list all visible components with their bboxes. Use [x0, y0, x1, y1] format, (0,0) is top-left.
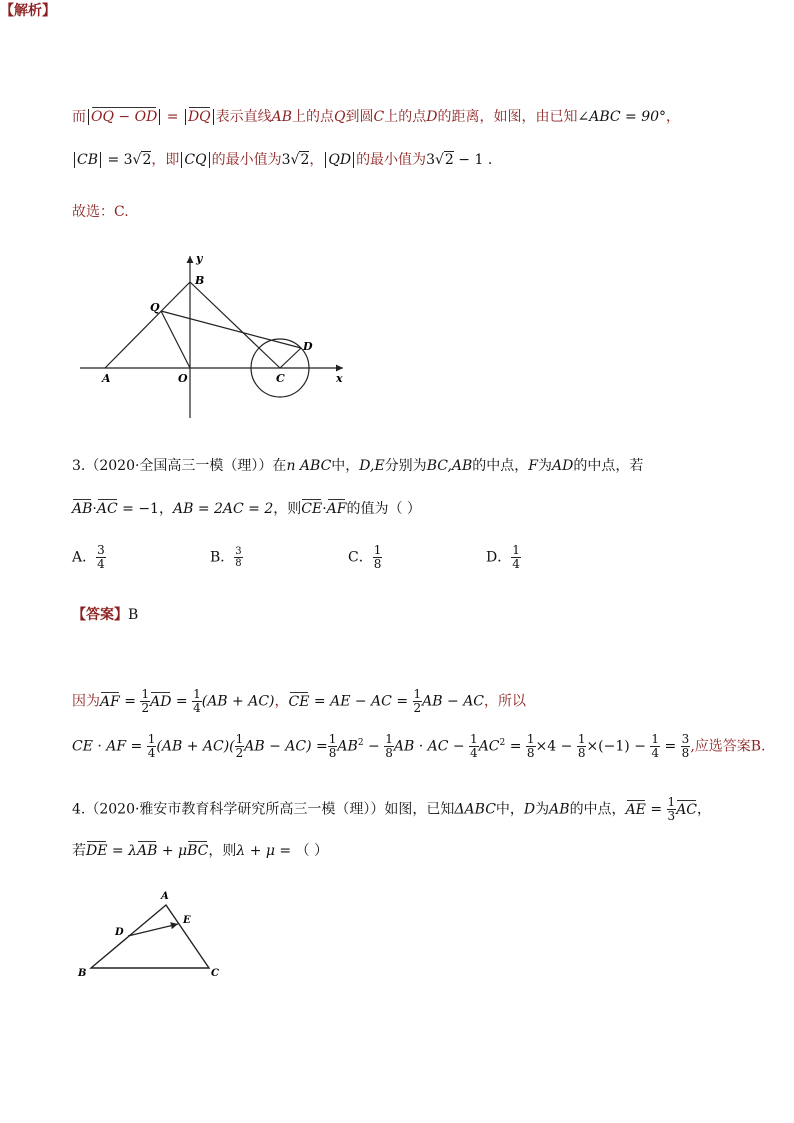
question-4-line-2: 若DE = λAB + μBC，则λ + μ = （ ） — [72, 843, 329, 859]
question-3-line-2: AB·AC = −1，AB = 2AC = 2，则CE·AF的值为（ ） — [72, 501, 421, 517]
label-c: C — [211, 968, 219, 979]
answer-choice-line: 故选：C. — [72, 204, 129, 220]
question-3-line-1: 3.（2020·全国高三一模（理））在n ABC中，D,E分别为BC,AB的中点，F为AD的中点，若 — [72, 458, 644, 474]
solution-line-1: 而 OQ − OD = DQ 表示直线AB上的点Q到圆C上的点D的距离，如图，由已知∠ABC = 90°， — [72, 109, 681, 125]
solution-line-2: CB = 3√2，即 CQ 的最小值为3√2， QD 的最小值为3√2 − 1 . — [72, 149, 492, 169]
question-4-line-1: 4.（2020·雅安市教育科学研究所高三一模（理））如图，已知ΔABC中，D为AB的中点，AE = $\frac{1}{3}$ AC， — [72, 795, 712, 823]
option-c[interactable]: C． $\frac{1}{8}$ — [348, 543, 382, 571]
analysis-line-1: 因为AF = $\frac{1}{2}$ AD = $\frac{1}{4}$ (AB + AC)，CE = AE − AC = $\frac{1}{2}$ AB − AC，所以 — [72, 687, 527, 715]
triangle-figure — [75, 888, 235, 983]
label-o: O — [178, 372, 188, 385]
label-y: y — [196, 252, 203, 265]
coordinate-figure — [75, 250, 355, 425]
answer-row: 【答案】B — [72, 607, 139, 623]
label-b: B — [195, 274, 205, 287]
label-d: D — [303, 340, 313, 353]
label-a: A — [102, 372, 111, 385]
label-a: A — [161, 891, 169, 902]
option-b[interactable]: B． $\frac{3}{8}$ — [210, 546, 242, 569]
label-c: C — [276, 372, 285, 385]
label-d: D — [115, 927, 124, 938]
triangle-abc — [91, 905, 209, 968]
label-q: Q — [150, 301, 160, 314]
analysis-line-2: CE · AF = $\frac{1}{4}$ (AB + AC)( $\frac{1}{2}$ AB − AC) = $\frac{1}{8}$ $AB^2$ − $\frac{1}{8}$ AB · AC − $\frac{1}{4}$ $AC^2$ = $\frac{1}{8}$ ×4 − $\frac{1}{8}$ ×(−1) − $\frac{1}{4}$ = $\frac{3}{8}$ ,应选答案B. — [72, 732, 766, 760]
label-x: x — [336, 372, 343, 385]
label-b: B — [78, 968, 87, 979]
option-d[interactable]: D． $\frac{1}{4}$ — [486, 543, 520, 571]
option-a[interactable]: A． $\frac{3}{4}$ — [72, 543, 105, 571]
analysis-tag: 【解析】 — [0, 3, 56, 19]
label-e: E — [183, 915, 191, 926]
